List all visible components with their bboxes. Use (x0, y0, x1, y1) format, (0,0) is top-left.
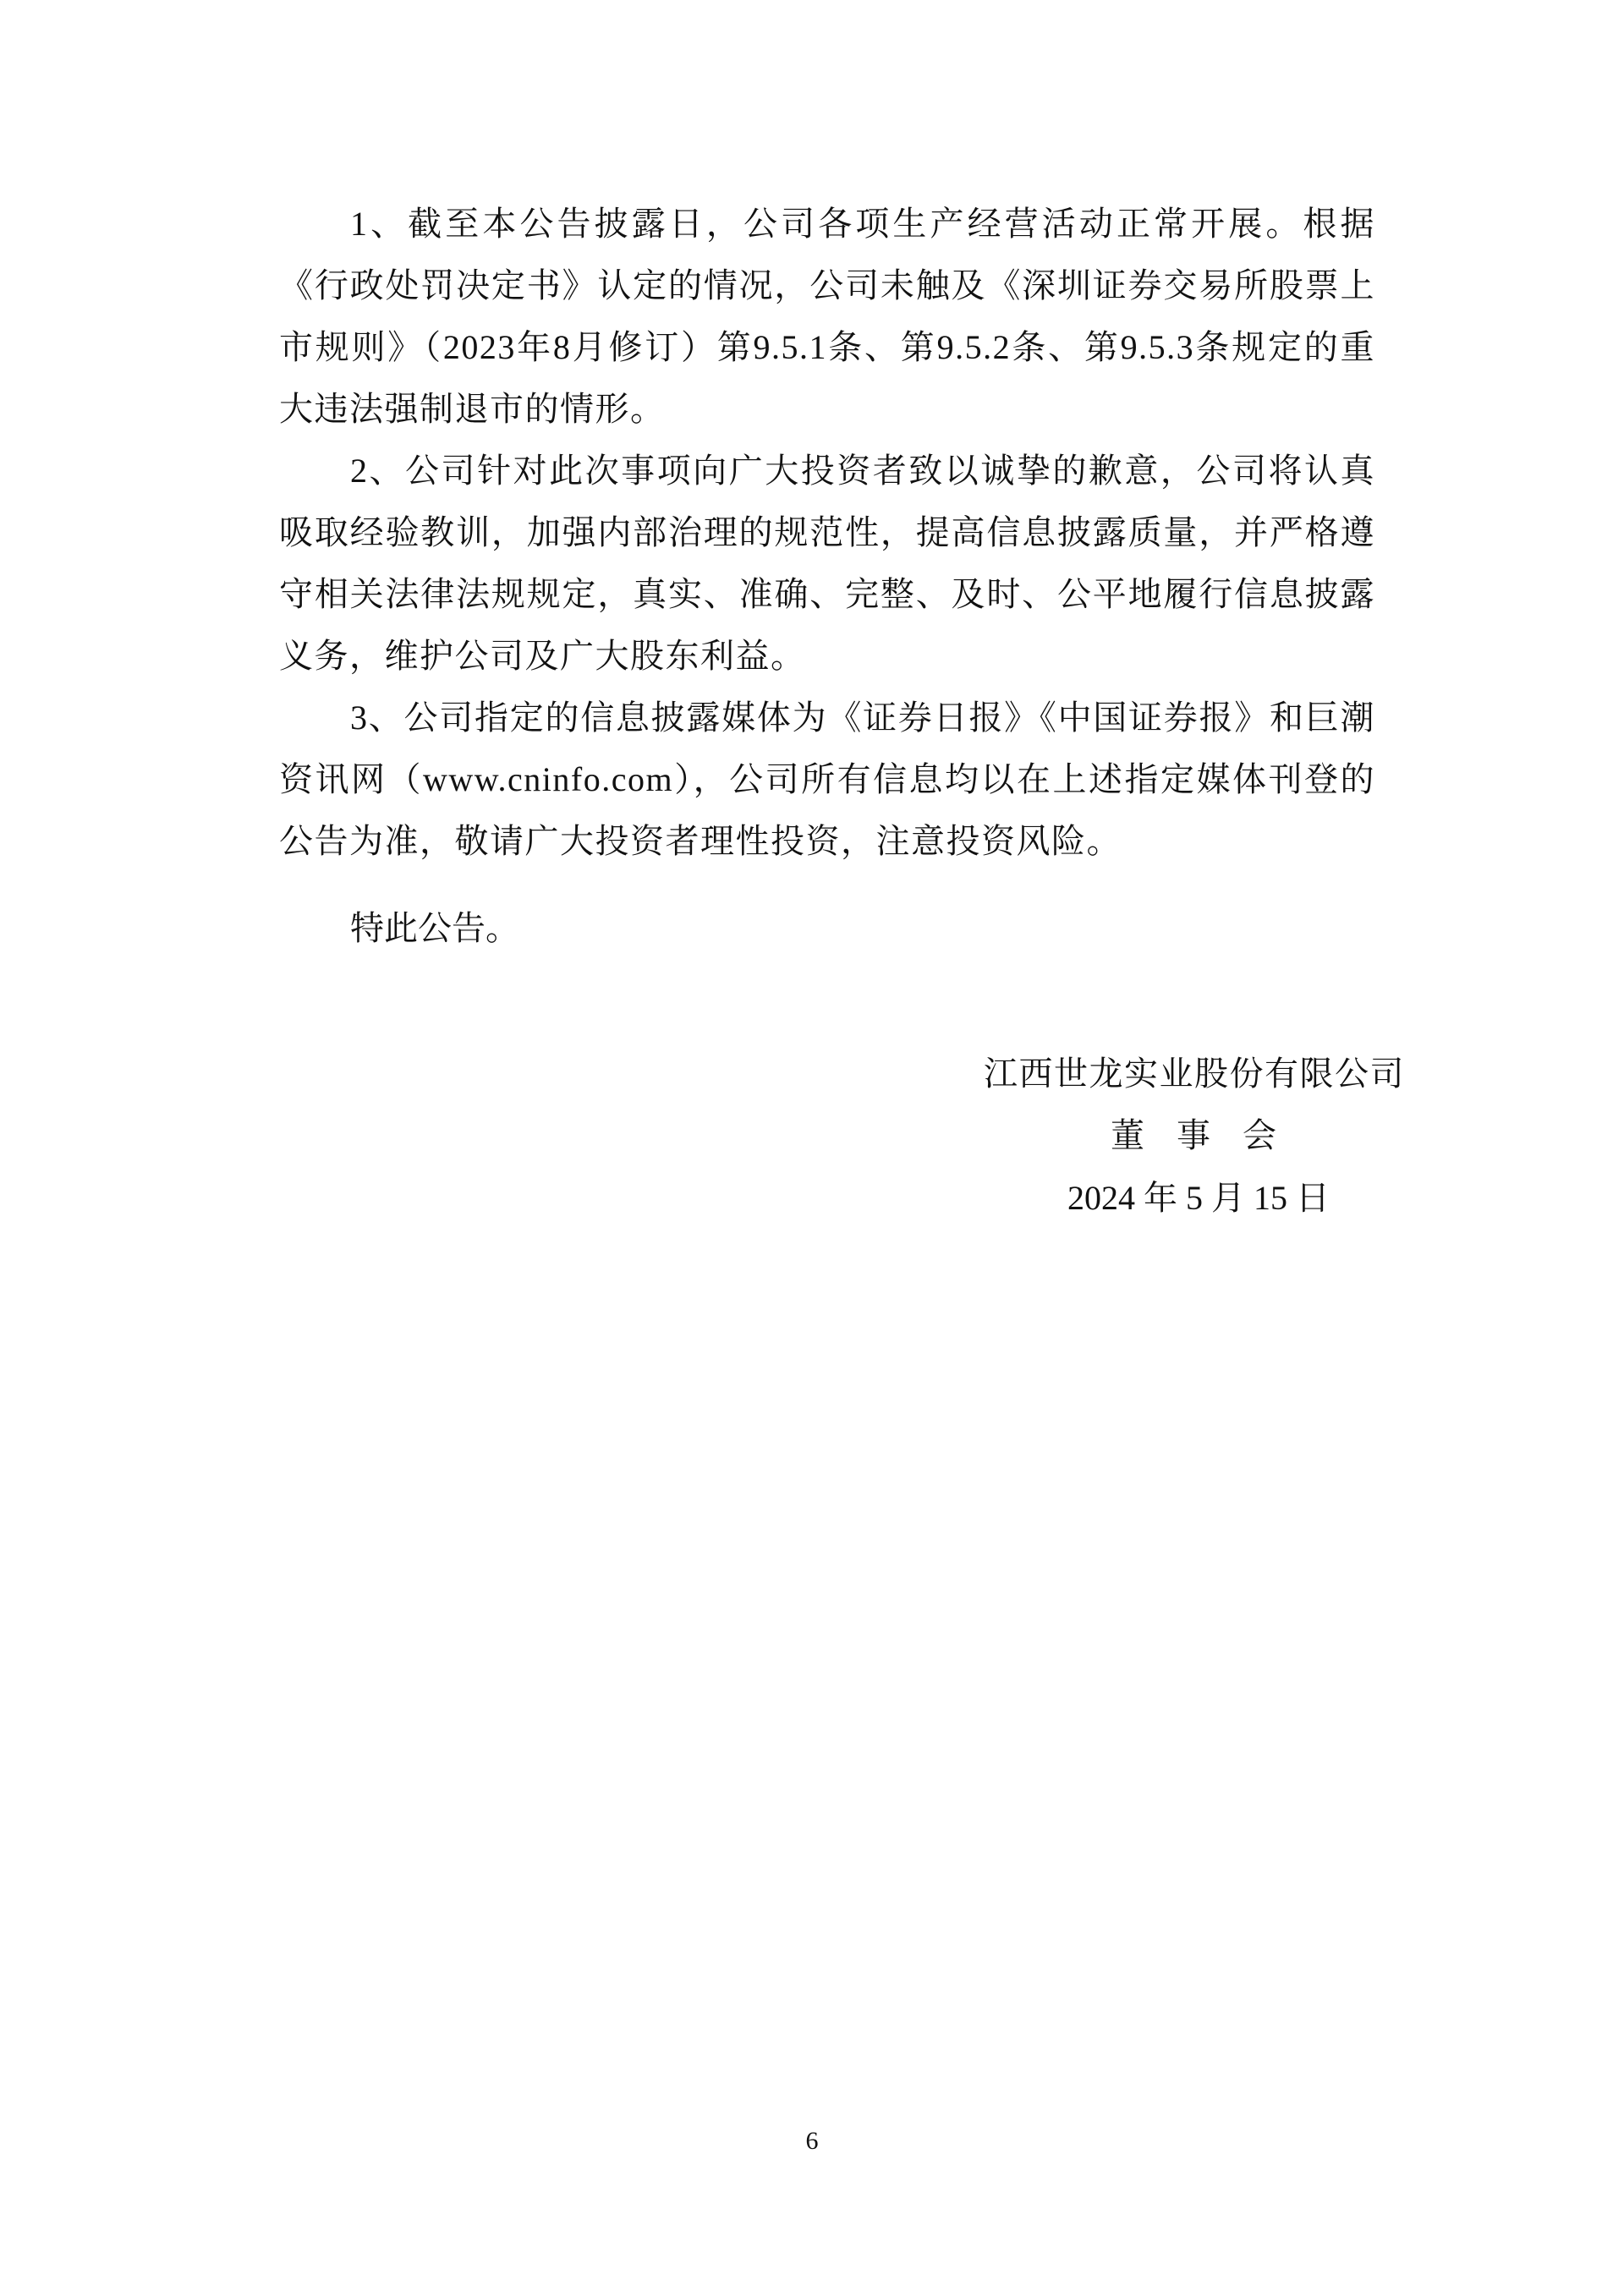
signature-company: 江西世龙实业股份有限公司 (984, 1055, 1405, 1093)
page-number: 6 (805, 2127, 819, 2155)
announcement-body (279, 193, 1375, 959)
signature-board: 董 事 会 (1111, 1116, 1288, 1154)
paragraph-1: 1、截至本公告披露日，公司各项生产经营活动正常开展。根据《行政处罚决定书》认定的情况，公司未触及《深圳证券交易所股票上市规则》（2023年8月修订）第9.5.1条、第9.5.2条、第9.5.3条规定的重大违法强制退市的情形。 (279, 205, 1375, 428)
closing-statement: 特此公告。 (350, 909, 519, 947)
paragraph-2: 2、公司针对此次事项向广大投资者致以诚挚的歉意，公司将认真吸取经验教训，加强内部治理的规范性，提高信息披露质量，并严格遵守相关法律法规规定，真实、准确、完整、及时、公平地履行信息披露义务，维护公司及广大股东利益。 (279, 452, 1375, 675)
signature-date: 2024 年 5 月 15 日 (1067, 1179, 1330, 1217)
paragraph-3: 3、公司指定的信息披露媒体为《证券日报》《中国证券报》和巨潮资讯网（www.cninfo.com），公司所有信息均以在上述指定媒体刊登的公告为准，敬请广大投资者理性投资，注意投资风险。 (279, 699, 1375, 860)
